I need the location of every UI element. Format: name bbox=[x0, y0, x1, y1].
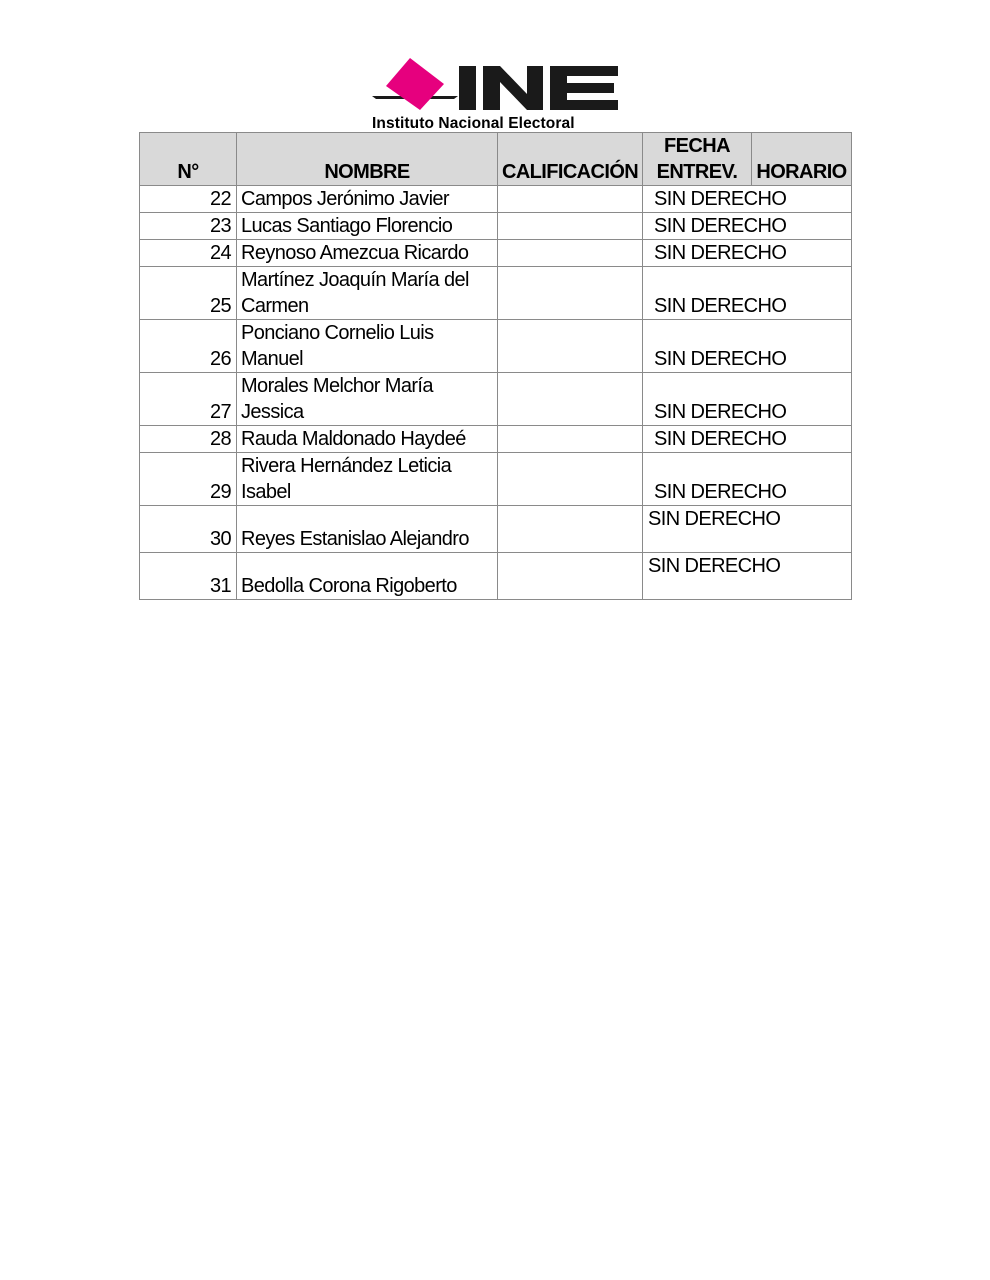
row-status: SIN DERECHO bbox=[643, 320, 852, 373]
row-num: 29 bbox=[140, 453, 237, 506]
row-name: Ponciano Cornelio Luis Manuel bbox=[237, 320, 498, 373]
row-num: 23 bbox=[140, 213, 237, 240]
row-status: SIN DERECHO bbox=[643, 506, 852, 553]
header-name: NOMBRE bbox=[237, 133, 498, 186]
row-num: 31 bbox=[140, 553, 237, 600]
row-grade bbox=[498, 213, 643, 240]
row-grade bbox=[498, 426, 643, 453]
row-name: Reynoso Amezcua Ricardo bbox=[237, 240, 498, 267]
ine-logo bbox=[370, 54, 622, 134]
row-name: Reyes Estanislao Alejandro bbox=[237, 506, 498, 553]
row-grade bbox=[498, 553, 643, 600]
row-name: Campos Jerónimo Javier bbox=[237, 186, 498, 213]
row-name: Morales Melchor María Jessica bbox=[237, 373, 498, 426]
table-row bbox=[140, 426, 852, 453]
row-grade bbox=[498, 240, 643, 267]
header-time: HORARIO bbox=[752, 133, 852, 186]
logo-subtitle: Instituto Nacional Electoral bbox=[372, 115, 575, 132]
row-num: 25 bbox=[140, 267, 237, 320]
row-name: Rivera Hernández Leticia Isabel bbox=[237, 453, 498, 506]
row-name: Bedolla Corona Rigoberto bbox=[237, 553, 498, 600]
candidates-table bbox=[139, 132, 852, 600]
row-num: 26 bbox=[140, 320, 237, 373]
table-row bbox=[140, 267, 852, 320]
ballot-box-logo-icon bbox=[370, 54, 622, 116]
table-row bbox=[140, 186, 852, 213]
row-grade bbox=[498, 320, 643, 373]
table-row bbox=[140, 240, 852, 267]
header-date-line1: FECHA bbox=[664, 135, 730, 157]
row-name: Lucas Santiago Florencio bbox=[237, 213, 498, 240]
row-status: SIN DERECHO bbox=[643, 213, 852, 240]
row-grade bbox=[498, 373, 643, 426]
table-row bbox=[140, 553, 852, 600]
row-status: SIN DERECHO bbox=[643, 553, 852, 600]
row-status: SIN DERECHO bbox=[643, 373, 852, 426]
row-name: Martínez Joaquín María del Carmen bbox=[237, 267, 498, 320]
row-num: 27 bbox=[140, 373, 237, 426]
table-row bbox=[140, 320, 852, 373]
row-status: SIN DERECHO bbox=[643, 426, 852, 453]
row-grade bbox=[498, 506, 643, 553]
header-num: N° bbox=[140, 133, 237, 186]
row-status: SIN DERECHO bbox=[643, 240, 852, 267]
row-grade bbox=[498, 453, 643, 506]
table-header-row bbox=[140, 133, 852, 186]
row-status: SIN DERECHO bbox=[643, 267, 852, 320]
row-status: SIN DERECHO bbox=[643, 186, 852, 213]
table-row bbox=[140, 453, 852, 506]
header-interview-date bbox=[643, 133, 752, 186]
row-grade bbox=[498, 186, 643, 213]
header-date-line2: ENTREV. bbox=[656, 161, 738, 183]
row-num: 28 bbox=[140, 426, 237, 453]
row-num: 24 bbox=[140, 240, 237, 267]
table-row bbox=[140, 213, 852, 240]
table-row bbox=[140, 506, 852, 553]
row-num: 30 bbox=[140, 506, 237, 553]
row-status: SIN DERECHO bbox=[643, 453, 852, 506]
header-grade: CALIFICACIÓN bbox=[498, 133, 643, 186]
row-num: 22 bbox=[140, 186, 237, 213]
row-grade bbox=[498, 267, 643, 320]
row-name: Rauda Maldonado Haydeé bbox=[237, 426, 498, 453]
table-row bbox=[140, 373, 852, 426]
